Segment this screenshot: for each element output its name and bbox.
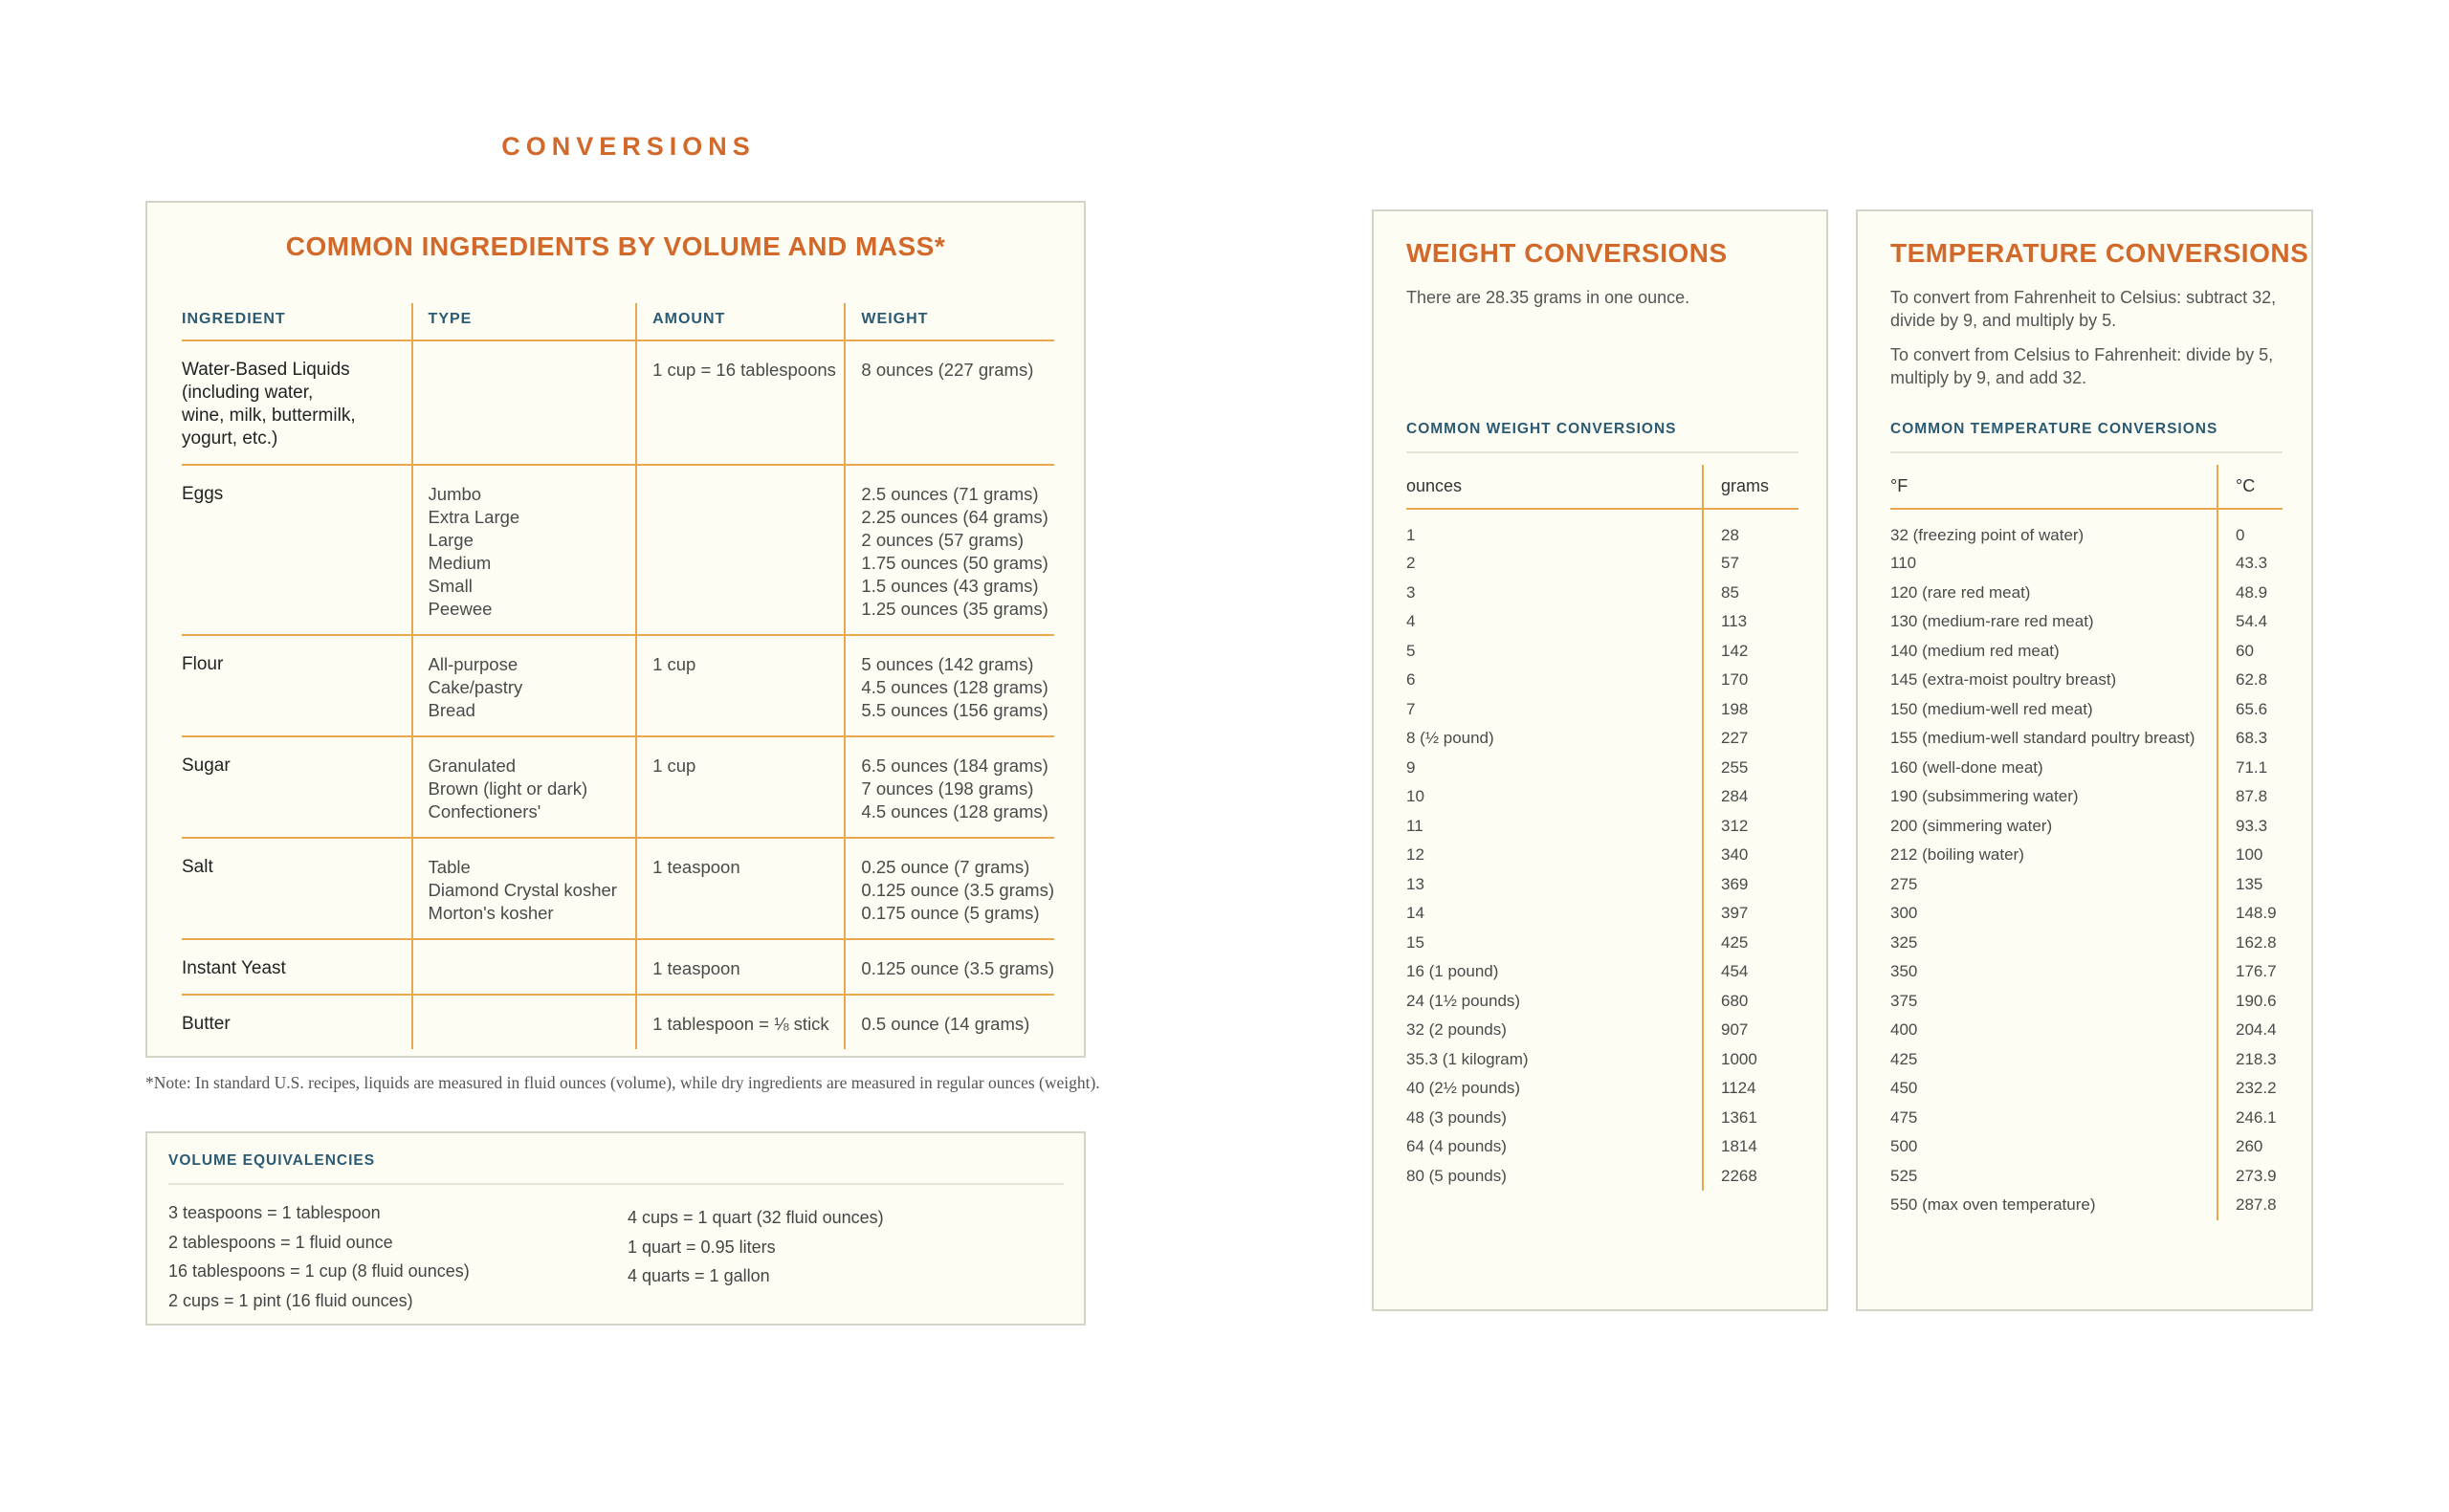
table-row [1890,637,2283,667]
volume-item: 1 quart = 0.95 liters [628,1237,776,1257]
table-row [1406,929,1798,958]
weight-header-row [1406,465,1798,509]
temperature-value-left: 275 [1890,874,1918,893]
weight-value-left: 1 [1406,525,1416,544]
temperature-value-left: 120 (rare red meat) [1890,582,2031,602]
temperature-value-left: 475 [1890,1107,1918,1127]
weight-value-left: 32 (2 pounds) [1406,1020,1507,1040]
weight-value-right: 425 [1703,929,1798,958]
cell-amount [636,939,845,995]
column-header-amount: AMOUNT [636,303,845,340]
temperature-value-right: 43.3 [2217,549,2283,579]
cell-amount [636,465,845,635]
table-row [1406,607,1798,637]
volume-list-left [168,1198,470,1315]
cell-weight [845,736,1054,838]
amount-line: 1 cup [652,756,696,776]
temperature-value-left: 150 (medium-well red meat) [1890,699,2093,718]
cell-ingredient [182,995,412,1049]
weight-value-right: 1000 [1703,1045,1798,1075]
temperature-value-left: 190 (subsimmering water) [1890,787,2079,806]
weight-value-left: 11 [1406,816,1423,835]
weight-table [1406,465,1798,1191]
amount-line: 1 teaspoon [652,857,740,877]
volume-item: 2 tablespoons = 1 fluid ounce [168,1232,393,1252]
temperature-heading: TEMPERATURE CONVERSIONS [1890,238,2309,268]
temperature-divider [1890,451,2283,453]
table-row [1890,899,2283,929]
weight-value-left: 2 [1406,554,1416,573]
weight-line: 2.25 ounces (64 grams) [861,507,1048,527]
weight-value-left: 16 (1 pound) [1406,962,1499,981]
type-line: Medium [428,553,492,573]
temperature-value-left: 400 [1890,1020,1918,1040]
weight-line: 5 ounces (142 grams) [861,654,1034,674]
temperature-value-right: 87.8 [2217,782,2283,812]
cell-amount [636,838,845,939]
weight-value-right: 340 [1703,841,1798,870]
table-row [1890,841,2283,870]
table-row [1406,870,1798,900]
table-row [1406,841,1798,870]
weight-value-right: 680 [1703,987,1798,1017]
temperature-value-left: 145 (extra-moist poultry breast) [1890,670,2117,690]
column-header-ounces: ounces [1406,465,1703,509]
type-line: Granulated [428,756,517,776]
weight-line: 0.175 ounce (5 grams) [861,903,1040,923]
weight-value-right: 227 [1703,724,1798,754]
weight-line: 1.75 ounces (50 grams) [861,553,1048,573]
weight-value-right: 113 [1703,607,1798,637]
temperature-value-right: 190.6 [2217,987,2283,1017]
ingredient-line: Instant Yeast [182,958,286,978]
temperature-value-right: 65.6 [2217,695,2283,725]
table-row [1890,579,2283,608]
table-row [1406,957,1798,987]
table-row [1890,724,2283,754]
table-row [1406,1132,1798,1162]
table-row [1406,1074,1798,1104]
volume-panel [145,1131,1086,1326]
weight-panel [1372,209,1828,1311]
table-row [1406,812,1798,842]
temperature-value-left: 500 [1890,1137,1918,1156]
weight-value-left: 13 [1406,874,1424,893]
type-line: Cake/pastry [428,677,523,697]
cell-weight [845,838,1054,939]
cell-weight [845,635,1054,736]
table-row [1890,1132,2283,1162]
weight-value-right: 1361 [1703,1104,1798,1133]
temperature-value-left: 110 [1890,554,1917,573]
weight-line: 2 ounces (57 grams) [861,530,1025,550]
table-row [1406,1104,1798,1133]
table-row [182,340,1054,465]
weight-value-left: 7 [1406,699,1416,718]
cell-ingredient [182,939,412,995]
ingredient-line: Flour [182,654,224,674]
table-row [1890,509,2283,549]
weight-line: 1.5 ounces (43 grams) [861,576,1039,596]
ingredient-line: (including water, [182,383,314,403]
weight-value-left: 5 [1406,641,1416,660]
weight-value-right: 2268 [1703,1162,1798,1192]
table-row [1406,782,1798,812]
cell-type [412,838,637,939]
temperature-value-right: 48.9 [2217,579,2283,608]
page-title: CONVERSIONS [501,132,756,161]
cell-weight [845,939,1054,995]
temperature-value-right: 232.2 [2217,1074,2283,1104]
temperature-value-right: 273.9 [2217,1162,2283,1192]
type-line: Diamond Crystal kosher [428,880,617,900]
temperature-value-left: 300 [1890,904,1918,923]
weight-value-right: 907 [1703,1016,1798,1045]
weight-value-left: 35.3 (1 kilogram) [1406,1049,1529,1068]
volume-item: 4 cups = 1 quart (32 fluid ounces) [628,1208,884,1227]
weight-line: 4.5 ounces (128 grams) [861,801,1048,822]
column-header-type: TYPE [412,303,637,340]
temperature-value-left: 160 (well-done meat) [1890,757,2043,777]
volume-item: 2 cups = 1 pint (16 fluid ounces) [168,1290,413,1310]
weight-value-left: 14 [1406,904,1424,923]
temperature-value-right: 71.1 [2217,754,2283,783]
cell-type [412,635,637,736]
cell-weight [845,995,1054,1049]
cell-weight [845,340,1054,465]
weight-value-right: 57 [1703,549,1798,579]
weight-line: 1.25 ounces (35 grams) [861,599,1048,619]
temperature-value-left: 425 [1890,1049,1918,1068]
table-row [1406,987,1798,1017]
volume-item: 16 tablespoons = 1 cup (8 fluid ounces) [168,1261,470,1281]
amount-line: 1 cup = 16 tablespoons [652,360,836,380]
temperature-value-left: 140 (medium red meat) [1890,641,2060,660]
weight-value-left: 8 (½ pound) [1406,729,1494,748]
temperature-table [1890,465,2283,1220]
table-row [1406,899,1798,929]
temperature-value-right: 218.3 [2217,1045,2283,1075]
type-line: Bread [428,700,475,720]
table-row [1890,1074,2283,1104]
temperature-intro-text: To convert from Fahrenheit to Celsius: subtract 32, divide by 9, and multiply by 5. [1890,288,2277,330]
table-row [1406,695,1798,725]
temperature-value-right: 260 [2217,1132,2283,1162]
weight-value-right: 28 [1703,509,1798,549]
type-line: Extra Large [428,507,520,527]
weight-value-right: 198 [1703,695,1798,725]
table-row [1406,579,1798,608]
weight-value-right: 397 [1703,899,1798,929]
table-row [182,465,1054,635]
table-row [182,995,1054,1049]
temperature-value-right: 148.9 [2217,899,2283,929]
table-row [1890,549,2283,579]
table-row [182,939,1054,995]
table-row [1406,724,1798,754]
cell-weight [845,465,1054,635]
temperature-value-right: 204.4 [2217,1016,2283,1045]
cell-type [412,465,637,635]
ingredient-line: Salt [182,857,213,877]
amount-line: 1 teaspoon [652,958,740,978]
weight-value-right: 284 [1703,782,1798,812]
weight-value-left: 64 (4 pounds) [1406,1137,1507,1156]
column-header-ingredient: INGREDIENT [182,303,412,340]
table-row [1406,1016,1798,1045]
table-row [1890,1016,2283,1045]
table-row [182,635,1054,736]
cell-ingredient [182,340,412,465]
table-row [1890,870,2283,900]
weight-value-right: 170 [1703,666,1798,695]
column-header-grams: grams [1703,465,1798,509]
type-line: Jumbo [428,484,482,504]
table-row [1890,1162,2283,1192]
weight-line: 0.125 ounce (3.5 grams) [861,958,1054,978]
weight-value-left: 3 [1406,582,1416,602]
ingredient-line: yogurt, etc.) [182,428,278,449]
amount-line: 1 tablespoon = ⅛ stick [652,1014,829,1034]
column-header-weight: WEIGHT [845,303,1054,340]
weight-line: 5.5 ounces (156 grams) [861,700,1048,720]
weight-value-right: 454 [1703,957,1798,987]
cell-ingredient [182,465,412,635]
table-row [1890,1045,2283,1075]
weight-value-left: 4 [1406,612,1416,631]
temperature-header-row [1890,465,2283,509]
temperature-value-left: 525 [1890,1166,1918,1185]
cell-amount [636,635,845,736]
table-row [1890,695,2283,725]
temperature-value-left: 550 (max oven temperature) [1890,1195,2096,1215]
cell-type [412,340,637,465]
ingredient-line: Butter [182,1014,231,1034]
cell-ingredient [182,736,412,838]
ingredient-line: Water-Based Liquids [182,360,350,380]
weight-line: 7 ounces (198 grams) [861,778,1034,799]
volume-item: 4 quarts = 1 gallon [628,1266,770,1285]
table-row [182,736,1054,838]
type-line: Peewee [428,599,493,619]
temperature-subheading: COMMON TEMPERATURE CONVERSIONS [1890,421,2218,437]
weight-line: 2.5 ounces (71 grams) [861,484,1039,504]
weight-value-left: 48 (3 pounds) [1406,1107,1507,1127]
type-line: Confectioners' [428,801,541,822]
temperature-value-left: 155 (medium-well standard poultry breast) [1890,729,2195,748]
weight-value-left: 24 (1½ pounds) [1406,991,1521,1010]
weight-line: 6.5 ounces (184 grams) [861,756,1048,776]
weight-value-right: 255 [1703,754,1798,783]
cell-amount [636,736,845,838]
cell-ingredient [182,838,412,939]
table-row [1406,754,1798,783]
table-row [1890,782,2283,812]
temperature-value-left: 450 [1890,1079,1918,1098]
weight-value-left: 40 (2½ pounds) [1406,1079,1521,1098]
table-row [1890,957,2283,987]
type-line: All-purpose [428,654,518,674]
cell-type [412,736,637,838]
ingredients-header-row [182,303,1054,340]
weight-value-left: 6 [1406,670,1416,690]
table-row [182,838,1054,939]
table-row [1406,666,1798,695]
table-row [1890,607,2283,637]
column-header-fahrenheit: °F [1890,465,2217,509]
weight-subheading: COMMON WEIGHT CONVERSIONS [1406,421,1677,437]
table-row [1890,1104,2283,1133]
weight-line: 0.125 ounce (3.5 grams) [861,880,1054,900]
temperature-value-right: 176.7 [2217,957,2283,987]
table-row [1406,509,1798,549]
table-row [1890,987,2283,1017]
type-line: Table [428,857,471,877]
volume-list-right [628,1203,884,1291]
weight-value-left: 9 [1406,757,1416,777]
cell-type [412,939,637,995]
weight-value-right: 142 [1703,637,1798,667]
temperature-value-left: 212 (boiling water) [1890,845,2024,865]
weight-value-right: 369 [1703,870,1798,900]
temperature-panel [1856,209,2313,1311]
temperature-intro-text: To convert from Celsius to Fahrenheit: divide by 5, multiply by 9, and add 32. [1890,345,2274,387]
weight-value-right: 85 [1703,579,1798,608]
temperature-value-right: 246.1 [2217,1104,2283,1133]
table-row [1406,549,1798,579]
temperature-value-right: 0 [2217,509,2283,549]
weight-line: 0.25 ounce (7 grams) [861,857,1030,877]
temperature-value-right: 100 [2217,841,2283,870]
cell-ingredient [182,635,412,736]
weight-line: 4.5 ounces (128 grams) [861,677,1048,697]
table-row [1406,637,1798,667]
weight-line: 8 ounces (227 grams) [861,360,1034,380]
table-row [1890,666,2283,695]
temperature-value-right: 93.3 [2217,812,2283,842]
weight-value-right: 1124 [1703,1074,1798,1104]
weight-intro-text: There are 28.35 grams in one ounce. [1406,288,1690,307]
temperature-value-left: 375 [1890,991,1918,1010]
temperature-intro [1890,286,2292,389]
column-header-celsius: °C [2217,465,2283,509]
table-row [1890,812,2283,842]
temperature-value-right: 62.8 [2217,666,2283,695]
temperature-value-right: 287.8 [2217,1191,2283,1220]
cell-amount [636,995,845,1049]
temperature-value-right: 68.3 [2217,724,2283,754]
table-row [1890,754,2283,783]
table-row [1406,1045,1798,1075]
volume-item: 3 teaspoons = 1 tablespoon [168,1203,381,1222]
temperature-value-left: 130 (medium-rare red meat) [1890,612,2094,631]
type-line: Large [428,530,474,550]
weight-divider [1406,451,1798,453]
table-row [1890,929,2283,958]
ingredient-line: Eggs [182,484,224,504]
cell-type [412,995,637,1049]
weight-value-right: 1814 [1703,1132,1798,1162]
ingredients-table [182,303,1054,1049]
temperature-value-left: 32 (freezing point of water) [1890,525,2085,544]
weight-value-left: 80 (5 pounds) [1406,1166,1507,1185]
temperature-value-left: 325 [1890,932,1918,952]
temperature-value-right: 60 [2217,637,2283,667]
temperature-value-right: 162.8 [2217,929,2283,958]
temperature-value-left: 350 [1890,962,1918,981]
ingredients-panel [145,201,1086,1058]
type-line: Morton's kosher [428,903,554,923]
weight-value-right: 312 [1703,812,1798,842]
amount-line: 1 cup [652,654,696,674]
volume-heading: VOLUME EQUIVALENCIES [168,1152,376,1169]
weight-intro [1406,286,1808,309]
table-row [1406,1162,1798,1192]
weight-value-left: 12 [1406,845,1424,865]
cell-amount [636,340,845,465]
volume-divider [168,1183,1064,1185]
type-line: Brown (light or dark) [428,778,588,799]
type-line: Small [428,576,473,596]
table-row [1890,1191,2283,1220]
temperature-value-right: 135 [2217,870,2283,900]
weight-value-left: 10 [1406,787,1424,806]
ingredients-heading: COMMON INGREDIENTS BY VOLUME AND MASS* [285,231,946,261]
weight-line: 0.5 ounce (14 grams) [861,1014,1030,1034]
ingredients-footnote: *Note: In standard U.S. recipes, liquids are measured in fluid ounces (volume), while dry ingredients are measured in regular ounces (weight). [145,1073,1100,1092]
ingredient-line: wine, milk, buttermilk, [182,405,356,426]
weight-value-left: 15 [1406,932,1424,952]
weight-heading: WEIGHT CONVERSIONS [1406,238,1728,268]
ingredient-line: Sugar [182,756,231,776]
temperature-value-left: 200 (simmering water) [1890,816,2053,835]
temperature-value-right: 54.4 [2217,607,2283,637]
